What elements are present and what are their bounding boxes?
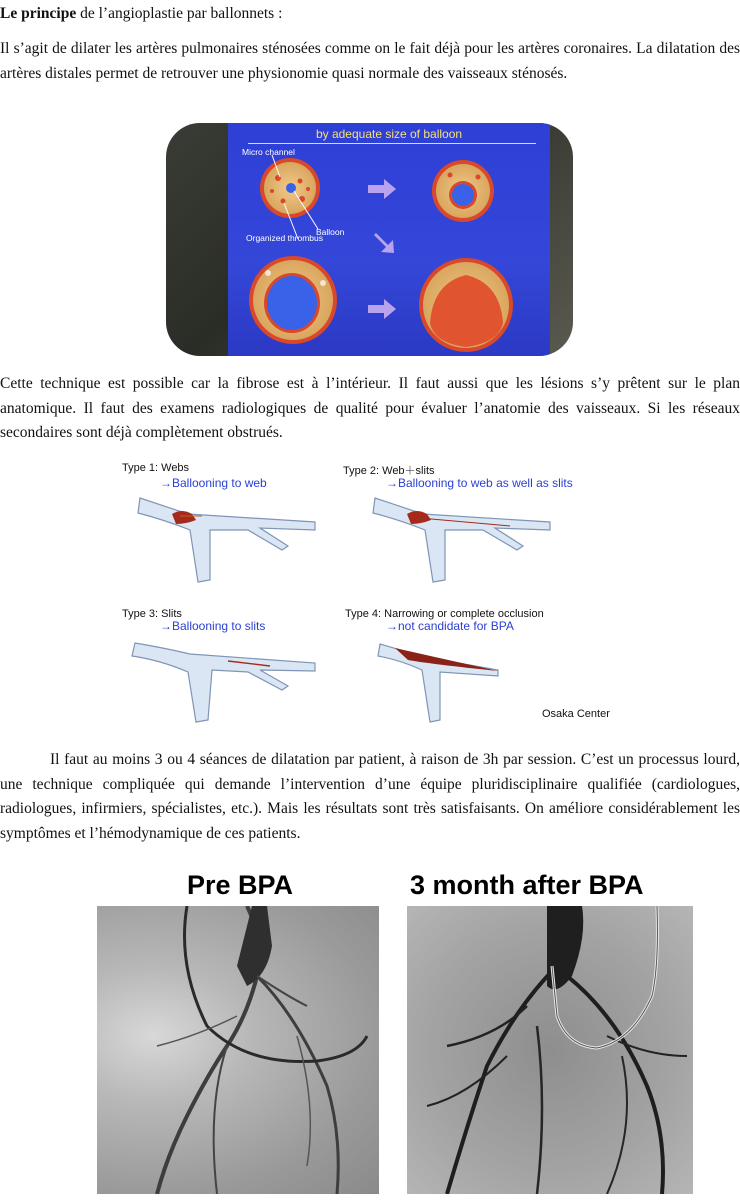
paragraph-1: Il s’agit de dilater les artères pulmonaires sténosées comme on le fait déjà pour les artères coronaires. La dilatation des artères distales permet de retrouver une physionomie quasi normale des vaisseaux sténosés.	[0, 40, 740, 82]
lesion-types-diagram	[110, 458, 630, 726]
slide-title: by adequate size of balloon	[315, 127, 463, 141]
arrow-icon	[374, 233, 394, 253]
type-2-title: Type 2: Web＋slits	[343, 465, 435, 477]
type-4-subtitle: →not candidate for BPA	[386, 619, 514, 633]
type-1-subtitle: →Ballooning to web	[160, 476, 267, 490]
pre-bpa-angiogram	[97, 906, 379, 1194]
vessel-type-1	[138, 498, 315, 582]
vessel-cross-section-2	[432, 160, 494, 222]
credit-osaka-center: Osaka Center	[542, 708, 610, 720]
arrow-icon	[368, 299, 396, 319]
label-organized-thrombus: Organized thrombus	[246, 233, 324, 243]
balloon-slide-photo	[166, 123, 573, 356]
type-3-title: Type 3: Slits	[122, 608, 182, 620]
arrow-icon	[368, 179, 396, 199]
vessel-cross-section-4	[419, 258, 513, 352]
intro-rest: de l’angioplastie par ballonnets :	[76, 5, 283, 22]
type-1-title: Type 1: Webs	[122, 462, 190, 474]
vessel-type-3	[132, 643, 315, 722]
type-3-subtitle: →Ballooning to slits	[160, 619, 266, 633]
intro-bold: Le principe	[0, 5, 77, 22]
vessel-type-4	[378, 644, 498, 722]
pre-bpa-title: Pre BPA	[187, 870, 294, 900]
post-bpa-angiogram	[407, 906, 693, 1194]
slide-screen	[228, 123, 550, 356]
label-micro-channel: Micro channel	[242, 147, 295, 157]
paragraph-3: Il faut au moins 3 ou 4 séances de dilatation par patient, à raison de 3h par session. C’est un processus lourd, une technique compliquée qui demande l’intervention d’une équipe pluridisciplinaire qualifiée (cardiologues, radiologues, infirmiers, spécialistes, etc.). Mais les résultats sont très satisfaisants. On améliore considérablement les symptômes et l’hémodynamique de ces patients.	[0, 751, 740, 842]
label-balloon: Balloon	[316, 227, 345, 237]
paragraph-2: Cette technique est possible car la fibrose est à l’intérieur. Il faut aussi que les lésions s’y prêtent sur le plan anatomique. Il faut des examens radiologiques de qualité pour évaluer l’anatomie des vaisseaux. Si les réseaux secondaires sont déjà complètement obstrués.	[0, 375, 740, 441]
pre-bpa-vessels	[97, 906, 379, 1194]
post-bpa-title: 3 month after BPA	[410, 870, 644, 900]
vessel-cross-section-3	[249, 256, 337, 344]
type-4-title: Type 4: Narrowing or complete occlusion	[345, 608, 544, 620]
type-2-subtitle: →Ballooning to web as well as slits	[386, 476, 573, 490]
intro-line	[0, 2, 740, 27]
post-bpa-vessels	[407, 906, 693, 1194]
vessel-type-2	[373, 498, 550, 582]
vessel-drawings	[110, 458, 630, 726]
bpa-comparison-figure	[95, 862, 695, 1200]
vessel-cross-section-1	[260, 158, 320, 218]
